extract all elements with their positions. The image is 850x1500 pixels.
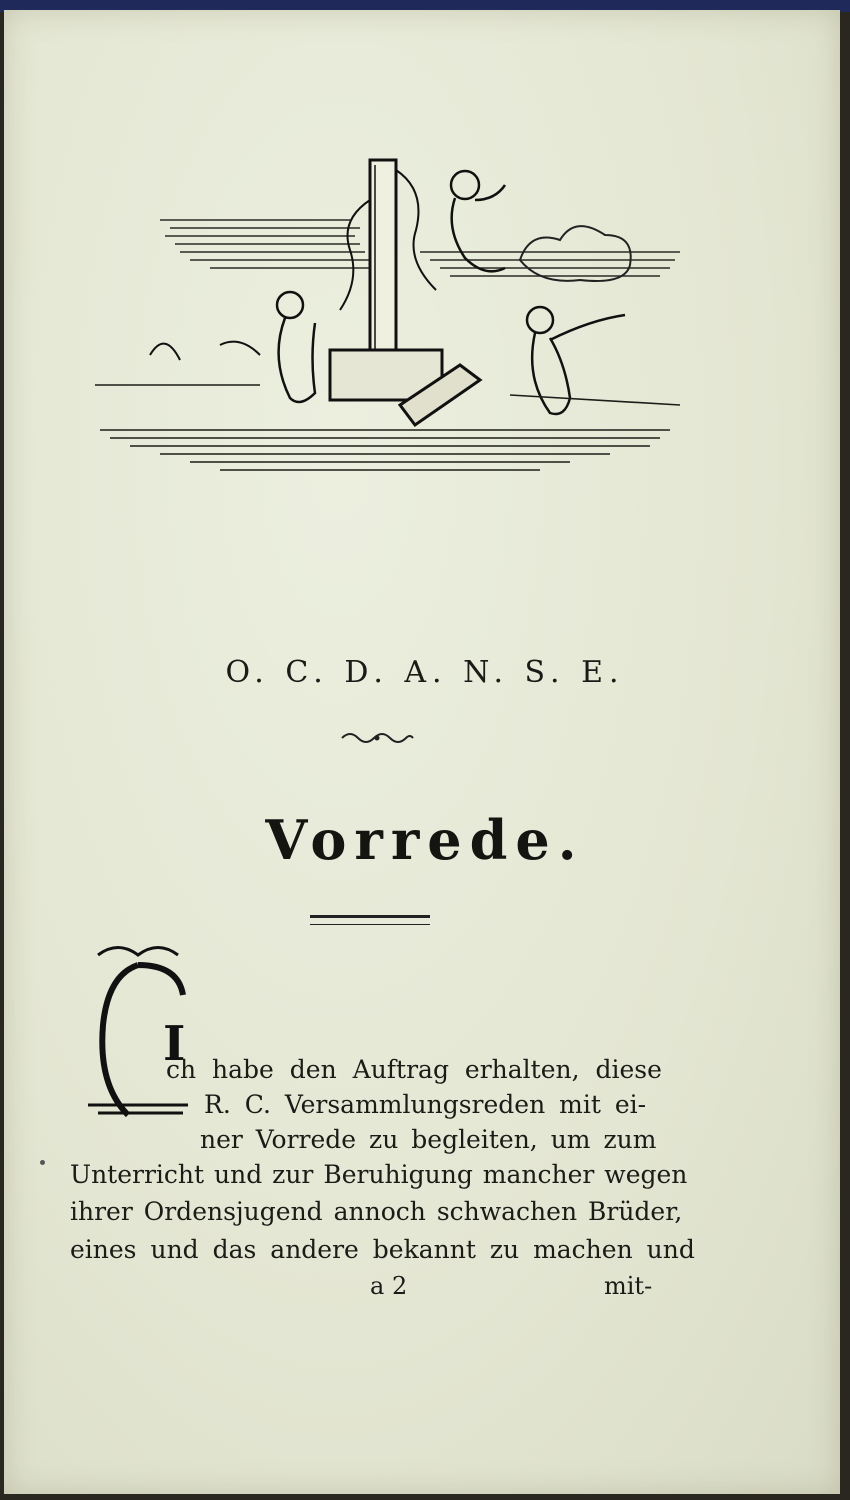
body-line-3: ner Vorrede zu begleiten, um zum — [200, 1125, 657, 1154]
signature-mark: a 2 — [370, 1272, 408, 1300]
small-ornament-divider — [340, 730, 415, 746]
heading-rule-divider — [310, 915, 430, 925]
body-line-1: ch habe den Auftrag erhalten, diese — [166, 1055, 662, 1084]
catchword: mit- — [604, 1272, 653, 1300]
body-line-2: R. C. Versammlungsreden mit ei- — [204, 1090, 647, 1119]
body-line-6: eines und das andere bekannt zu machen und — [70, 1235, 695, 1264]
decorated-initial-letter — [78, 945, 198, 1125]
cherubs-vignette-illustration — [90, 140, 690, 490]
body-line-4: Unterricht und zur Beruhigung mancher wegen — [70, 1160, 688, 1189]
section-heading: Vorrede. — [265, 808, 585, 872]
page-title: O. C. D. A. N. S. E. — [225, 655, 625, 690]
svg-text:I: I — [163, 1016, 186, 1072]
ink-spot — [40, 1160, 45, 1165]
body-line-5: ihrer Ordensjugend annoch schwachen Brüder, — [70, 1197, 683, 1226]
